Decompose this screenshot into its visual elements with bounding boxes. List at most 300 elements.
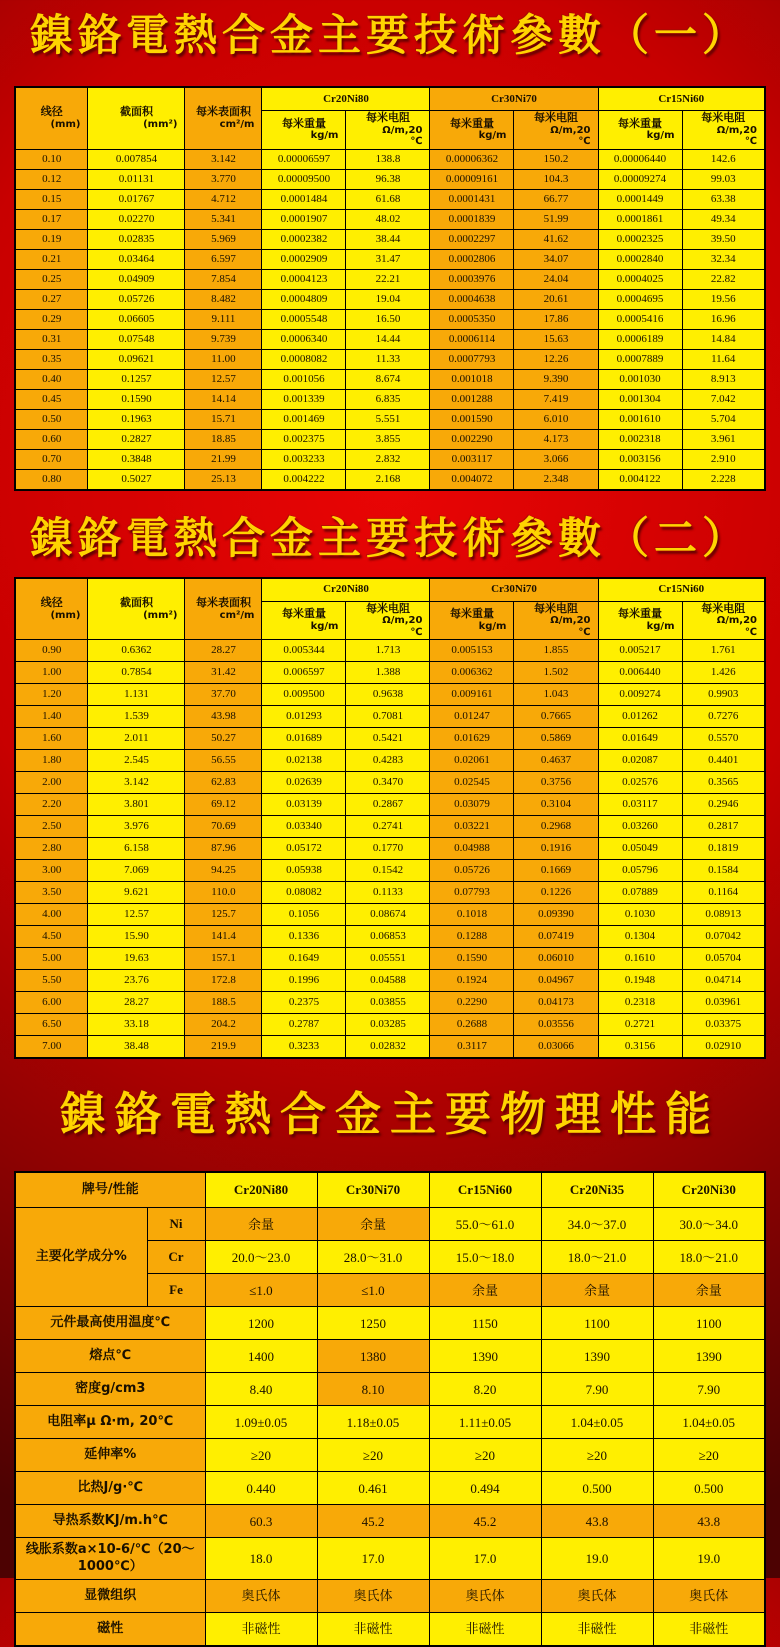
value-cell: ≥20 — [317, 1439, 429, 1472]
value-cell: 12.57 — [185, 369, 262, 389]
value-cell: 0.00009500 — [262, 169, 346, 189]
data-row — [15, 469, 765, 490]
value-cell: 3.770 — [185, 169, 262, 189]
value-cell: 0.3848 — [88, 449, 185, 469]
value-cell: 172.8 — [185, 970, 262, 992]
value-cell: 18.0 — [205, 1538, 317, 1580]
value-cell: 0.21 — [15, 249, 88, 269]
data-row — [15, 684, 765, 706]
value-cell: 48.02 — [346, 209, 430, 229]
value-cell: 0.50 — [15, 409, 88, 429]
data-row — [15, 289, 765, 309]
data-row — [15, 728, 765, 750]
alloy-group-header: Cr30Ni70 — [430, 87, 598, 111]
data-row — [15, 209, 765, 229]
value-cell: 6.835 — [346, 389, 430, 409]
value-cell: 1.40 — [15, 706, 88, 728]
value-cell: 非磁性 — [541, 1612, 653, 1646]
header-area — [88, 578, 185, 640]
value-cell: 14.44 — [346, 329, 430, 349]
value-cell: 32.34 — [682, 249, 765, 269]
value-cell: 6.597 — [185, 249, 262, 269]
header-row — [15, 1172, 765, 1208]
prop-row — [15, 1373, 765, 1406]
header-row — [15, 87, 765, 111]
value-cell: 0.45 — [15, 389, 88, 409]
value-cell: 0.2741 — [346, 816, 430, 838]
data-row — [15, 229, 765, 249]
value-cell: 0.05726 — [430, 860, 514, 882]
value-cell: 0.08913 — [682, 904, 765, 926]
value-cell: 0.03079 — [430, 794, 514, 816]
value-cell: 0.01767 — [88, 189, 185, 209]
value-cell: 0.02545 — [430, 772, 514, 794]
value-cell: ≥20 — [653, 1439, 765, 1472]
resistance-unit-temp: ℃ — [410, 136, 423, 148]
surface-unit: cm²/m — [219, 609, 255, 621]
prop-row — [15, 1579, 765, 1612]
value-cell: 0.31 — [15, 329, 88, 349]
value-cell: 1.60 — [15, 728, 88, 750]
data-row — [15, 189, 765, 209]
value-cell: 0.002375 — [262, 429, 346, 449]
value-cell: 8.674 — [346, 369, 430, 389]
value-cell: 39.50 — [682, 229, 765, 249]
property-label: 线胀系数a×10-6/℃（20～1000℃） — [15, 1538, 205, 1580]
alloy-group-header: Cr15Ni60 — [598, 578, 765, 602]
value-cell: 0.04909 — [88, 269, 185, 289]
value-cell: ≥20 — [205, 1439, 317, 1472]
data-row — [15, 772, 765, 794]
value-cell: 7.042 — [682, 389, 765, 409]
value-cell: 1.426 — [682, 662, 765, 684]
data-row — [15, 904, 765, 926]
prop-row — [15, 1406, 765, 1439]
value-cell: 0.03117 — [598, 794, 682, 816]
alloy-header: Cr30Ni70 — [317, 1172, 429, 1208]
value-cell: 0.461 — [317, 1472, 429, 1505]
value-cell: 0.03139 — [262, 794, 346, 816]
value-cell: 23.76 — [88, 970, 185, 992]
value-cell: 125.7 — [185, 904, 262, 926]
value-cell: 19.63 — [88, 948, 185, 970]
value-cell: 9.390 — [514, 369, 598, 389]
value-cell: 3.855 — [346, 429, 430, 449]
header-resistance — [682, 111, 765, 150]
value-cell: 56.55 — [185, 750, 262, 772]
value-cell: 34.07 — [514, 249, 598, 269]
value-cell: 43.8 — [541, 1505, 653, 1538]
value-cell: 4.173 — [514, 429, 598, 449]
value-cell: 余量 — [205, 1208, 317, 1241]
value-cell: 0.007854 — [88, 149, 185, 169]
value-cell: 0.1018 — [430, 904, 514, 926]
value-cell: 20.61 — [514, 289, 598, 309]
data-row — [15, 329, 765, 349]
value-cell: 38.44 — [346, 229, 430, 249]
value-cell: 5.50 — [15, 970, 88, 992]
value-cell: 0.70 — [15, 449, 88, 469]
value-cell: 63.38 — [682, 189, 765, 209]
value-cell: 0.35 — [15, 349, 88, 369]
header-area — [88, 87, 185, 149]
resistance-unit-temp: ℃ — [578, 626, 591, 638]
value-cell: 1.388 — [346, 662, 430, 684]
value-cell: 1.043 — [514, 684, 598, 706]
value-cell: 0.4401 — [682, 750, 765, 772]
value-cell: 0.500 — [541, 1472, 653, 1505]
value-cell: 0.04173 — [514, 992, 598, 1014]
value-cell: 14.14 — [185, 389, 262, 409]
value-cell: 0.03285 — [346, 1014, 430, 1036]
value-cell: 142.6 — [682, 149, 765, 169]
value-cell: 0.0002840 — [598, 249, 682, 269]
value-cell: 87.96 — [185, 838, 262, 860]
value-cell: 204.2 — [185, 1014, 262, 1036]
data-row — [15, 149, 765, 169]
value-cell: 104.3 — [514, 169, 598, 189]
header-resistance — [514, 601, 598, 640]
value-cell: 0.001288 — [430, 389, 514, 409]
value-cell: 0.0001907 — [262, 209, 346, 229]
diameter-unit: (mm) — [50, 118, 81, 130]
value-cell: 0.05172 — [262, 838, 346, 860]
data-row — [15, 706, 765, 728]
value-cell: 3.00 — [15, 860, 88, 882]
value-cell: 0.1304 — [598, 926, 682, 948]
value-cell: 19.0 — [653, 1538, 765, 1580]
value-cell: 6.50 — [15, 1014, 88, 1036]
value-cell: 0.0004123 — [262, 269, 346, 289]
weight-unit: kg/m — [310, 621, 339, 633]
value-cell: 12.26 — [514, 349, 598, 369]
value-cell: 0.08674 — [346, 904, 430, 926]
page-title-2: 鎳鉻電熱合金主要技術參數（二） — [30, 513, 750, 564]
value-cell: 0.05796 — [598, 860, 682, 882]
element-label: Fe — [147, 1274, 205, 1307]
value-cell: 0.0004638 — [430, 289, 514, 309]
property-label: 延伸率% — [15, 1439, 205, 1472]
value-cell: 8.482 — [185, 289, 262, 309]
value-cell: 18.0～21.0 — [541, 1241, 653, 1274]
value-cell: 1380 — [317, 1340, 429, 1373]
value-cell: 150.2 — [514, 149, 598, 169]
value-cell: 2.20 — [15, 794, 88, 816]
value-cell: 0.001610 — [598, 409, 682, 429]
value-cell: 15.63 — [514, 329, 598, 349]
value-cell: 0.0005548 — [262, 309, 346, 329]
value-cell: 2.011 — [88, 728, 185, 750]
resistance-label: 每米电阻 — [533, 601, 578, 615]
value-cell: 24.04 — [514, 269, 598, 289]
value-cell: 7.90 — [653, 1373, 765, 1406]
value-cell: 0.2375 — [262, 992, 346, 1014]
value-cell: 0.7665 — [514, 706, 598, 728]
weight-unit: kg/m — [478, 130, 507, 142]
value-cell: 17.86 — [514, 309, 598, 329]
value-cell: 157.1 — [185, 948, 262, 970]
value-cell: 14.84 — [682, 329, 765, 349]
value-cell: 0.0007793 — [430, 349, 514, 369]
value-cell: 0.0002297 — [430, 229, 514, 249]
data-row — [15, 640, 765, 662]
value-cell: 0.1963 — [88, 409, 185, 429]
area-unit: (mm²) — [143, 118, 178, 130]
value-cell: 15.90 — [88, 926, 185, 948]
alloy-group-header: Cr20Ni80 — [262, 87, 430, 111]
value-cell: 34.0～37.0 — [541, 1208, 653, 1241]
value-cell: 3.142 — [185, 149, 262, 169]
value-cell: 0.02087 — [598, 750, 682, 772]
value-cell: 0.29 — [15, 309, 88, 329]
value-cell: 2.348 — [514, 469, 598, 490]
value-cell: 1.09±0.05 — [205, 1406, 317, 1439]
value-cell: 0.001469 — [262, 409, 346, 429]
alloy-group-header: Cr30Ni70 — [430, 578, 598, 602]
value-cell: 0.005153 — [430, 640, 514, 662]
value-cell: 0.03340 — [262, 816, 346, 838]
value-cell: 0.0001484 — [262, 189, 346, 209]
value-cell: 0.4283 — [346, 750, 430, 772]
value-cell: 0.1164 — [682, 882, 765, 904]
value-cell: 45.2 — [317, 1505, 429, 1538]
value-cell: 0.07419 — [514, 926, 598, 948]
value-cell: 1390 — [541, 1340, 653, 1373]
value-cell: 0.12 — [15, 169, 88, 189]
property-label: 密度g/cm3 — [15, 1373, 205, 1406]
value-cell: 0.03961 — [682, 992, 765, 1014]
value-cell: 2.80 — [15, 838, 88, 860]
value-cell: 2.228 — [682, 469, 765, 490]
value-cell: 0.5570 — [682, 728, 765, 750]
value-cell: 0.0002382 — [262, 229, 346, 249]
value-cell: 4.712 — [185, 189, 262, 209]
value-cell: 0.1590 — [430, 948, 514, 970]
value-cell: 0.05551 — [346, 948, 430, 970]
property-label: 磁性 — [15, 1612, 205, 1646]
value-cell: 22.82 — [682, 269, 765, 289]
data-row — [15, 970, 765, 992]
value-cell: 0.02270 — [88, 209, 185, 229]
value-cell: 0.2827 — [88, 429, 185, 449]
property-label: 显微组织 — [15, 1579, 205, 1612]
element-label: Ni — [147, 1208, 205, 1241]
value-cell: 7.419 — [514, 389, 598, 409]
value-cell: 0.0001861 — [598, 209, 682, 229]
value-cell: 0.19 — [15, 229, 88, 249]
value-cell: 8.40 — [205, 1373, 317, 1406]
value-cell: 141.4 — [185, 926, 262, 948]
property-label: 比热J/g·℃ — [15, 1472, 205, 1505]
value-cell: 2.50 — [15, 816, 88, 838]
value-cell: 0.006597 — [262, 662, 346, 684]
value-cell: 45.2 — [429, 1505, 541, 1538]
value-cell: 1.502 — [514, 662, 598, 684]
value-cell: 49.34 — [682, 209, 765, 229]
page-title-1: 鎳鉻電熱合金主要技術參數（一） — [30, 11, 750, 61]
resistance-label: 每米电阻 — [701, 601, 746, 615]
resistance-unit: Ω/m,20 — [550, 615, 591, 627]
weight-unit: kg/m — [478, 621, 507, 633]
value-cell: 55.0～61.0 — [429, 1208, 541, 1241]
weight-label: 每米重量 — [618, 116, 662, 130]
value-cell: 0.1610 — [598, 948, 682, 970]
value-cell: 28.27 — [88, 992, 185, 1014]
value-cell: 0.9903 — [682, 684, 765, 706]
value-cell: 0.001056 — [262, 369, 346, 389]
value-cell: 0.009500 — [262, 684, 346, 706]
header-weight — [598, 111, 682, 150]
value-cell: 0.3104 — [514, 794, 598, 816]
value-cell: 0.27 — [15, 289, 88, 309]
value-cell: 1.00 — [15, 662, 88, 684]
value-cell: 0.03855 — [346, 992, 430, 1014]
value-cell: 0.02639 — [262, 772, 346, 794]
value-cell: 15.0～18.0 — [429, 1241, 541, 1274]
resistance-unit: Ω/m,20 — [382, 124, 423, 136]
value-cell: 0.002290 — [430, 429, 514, 449]
value-cell: 19.56 — [682, 289, 765, 309]
value-cell: 0.80 — [15, 469, 88, 490]
value-cell: 0.003156 — [598, 449, 682, 469]
value-cell: 0.05049 — [598, 838, 682, 860]
value-cell: 2.832 — [346, 449, 430, 469]
value-cell: 1390 — [429, 1340, 541, 1373]
value-cell: 6.00 — [15, 992, 88, 1014]
value-cell: 138.8 — [346, 149, 430, 169]
value-cell: 0.2290 — [430, 992, 514, 1014]
value-cell: 1100 — [653, 1307, 765, 1340]
value-cell: 5.704 — [682, 409, 765, 429]
resistance-label: 每米电阻 — [365, 601, 410, 615]
value-cell: 0.1056 — [262, 904, 346, 926]
value-cell: 0.3470 — [346, 772, 430, 794]
value-cell: 奥氏体 — [317, 1579, 429, 1612]
value-cell: 51.99 — [514, 209, 598, 229]
header-diameter — [15, 87, 88, 149]
value-cell: 0.2946 — [682, 794, 765, 816]
params-table-1-wrap — [0, 86, 780, 491]
value-cell: 奥氏体 — [653, 1579, 765, 1612]
resistance-unit-temp: ℃ — [744, 136, 758, 148]
header-diameter — [15, 578, 88, 640]
value-cell: 0.0004809 — [262, 289, 346, 309]
value-cell: 非磁性 — [317, 1612, 429, 1646]
value-cell: 0.7854 — [88, 662, 185, 684]
value-cell: 1.539 — [88, 706, 185, 728]
diameter-label: 线径 — [40, 105, 63, 119]
value-cell: 21.99 — [185, 449, 262, 469]
value-cell: 69.12 — [185, 794, 262, 816]
value-cell: 0.15 — [15, 189, 88, 209]
value-cell: 30.0～34.0 — [653, 1208, 765, 1241]
value-cell: 0.09621 — [88, 349, 185, 369]
value-cell: 0.03464 — [88, 249, 185, 269]
value-cell: 3.50 — [15, 882, 88, 904]
element-label: Cr — [147, 1241, 205, 1274]
value-cell: 0.06853 — [346, 926, 430, 948]
data-row — [15, 249, 765, 269]
value-cell: 0.1770 — [346, 838, 430, 860]
value-cell: 19.04 — [346, 289, 430, 309]
value-cell: 5.341 — [185, 209, 262, 229]
value-cell: 188.5 — [185, 992, 262, 1014]
value-cell: 0.0006340 — [262, 329, 346, 349]
resistance-unit: Ω/m,20 — [716, 615, 758, 627]
header-surface — [185, 578, 262, 640]
resistance-label: 每米电阻 — [365, 111, 410, 124]
data-row — [15, 1036, 765, 1059]
value-cell: 9.621 — [88, 882, 185, 904]
value-cell: 1.04±0.05 — [653, 1406, 765, 1439]
value-cell: 8.20 — [429, 1373, 541, 1406]
value-cell: 0.001339 — [262, 389, 346, 409]
value-cell: 0.0006189 — [598, 329, 682, 349]
value-cell: 0.0002806 — [430, 249, 514, 269]
data-row — [15, 429, 765, 449]
value-cell: 28.0～31.0 — [317, 1241, 429, 1274]
value-cell: 0.01689 — [262, 728, 346, 750]
alloy-group-header: Cr15Ni60 — [598, 87, 765, 111]
value-cell: ≤1.0 — [205, 1274, 317, 1307]
value-cell: 11.64 — [682, 349, 765, 369]
value-cell: 1400 — [205, 1340, 317, 1373]
value-cell: 0.03260 — [598, 816, 682, 838]
value-cell: 0.08082 — [262, 882, 346, 904]
value-cell: 94.25 — [185, 860, 262, 882]
value-cell: 0.25 — [15, 269, 88, 289]
alloy-header: Cr15Ni60 — [429, 1172, 541, 1208]
header-weight — [430, 601, 514, 640]
weight-label: 每米重量 — [449, 116, 494, 130]
value-cell: 0.1924 — [430, 970, 514, 992]
value-cell: 0.09390 — [514, 904, 598, 926]
value-cell: 1.713 — [346, 640, 430, 662]
value-cell: 110.0 — [185, 882, 262, 904]
value-cell: 15.71 — [185, 409, 262, 429]
resistance-unit: Ω/m,20 — [382, 615, 423, 627]
property-label: 熔点℃ — [15, 1340, 205, 1373]
value-cell: 0.02910 — [682, 1036, 765, 1059]
value-cell: 0.5869 — [514, 728, 598, 750]
value-cell: 219.9 — [185, 1036, 262, 1059]
value-cell: 62.83 — [185, 772, 262, 794]
header-resistance — [346, 111, 430, 150]
value-cell: 1.18±0.05 — [317, 1406, 429, 1439]
value-cell: 0.004072 — [430, 469, 514, 490]
value-cell: 25.13 — [185, 469, 262, 490]
value-cell: 18.0～21.0 — [653, 1241, 765, 1274]
diameter-label: 线径 — [40, 595, 63, 609]
value-cell: 0.0004695 — [598, 289, 682, 309]
value-cell: 5.00 — [15, 948, 88, 970]
value-cell: 0.1649 — [262, 948, 346, 970]
header-resistance — [514, 111, 598, 150]
value-cell: 3.801 — [88, 794, 185, 816]
page-title-3: 鎳鉻電熱合金主要物理性能 — [60, 1087, 720, 1142]
value-cell: 7.00 — [15, 1036, 88, 1059]
surface-label: 每米表面积 — [195, 105, 251, 119]
value-cell: 6.158 — [88, 838, 185, 860]
value-cell: 0.07548 — [88, 329, 185, 349]
header-resistance — [346, 601, 430, 640]
prop-row — [15, 1340, 765, 1373]
value-cell: 60.3 — [205, 1505, 317, 1538]
value-cell: 0.006362 — [430, 662, 514, 684]
value-cell: 7.854 — [185, 269, 262, 289]
value-cell: 0.02138 — [262, 750, 346, 772]
value-cell: 0.0005350 — [430, 309, 514, 329]
